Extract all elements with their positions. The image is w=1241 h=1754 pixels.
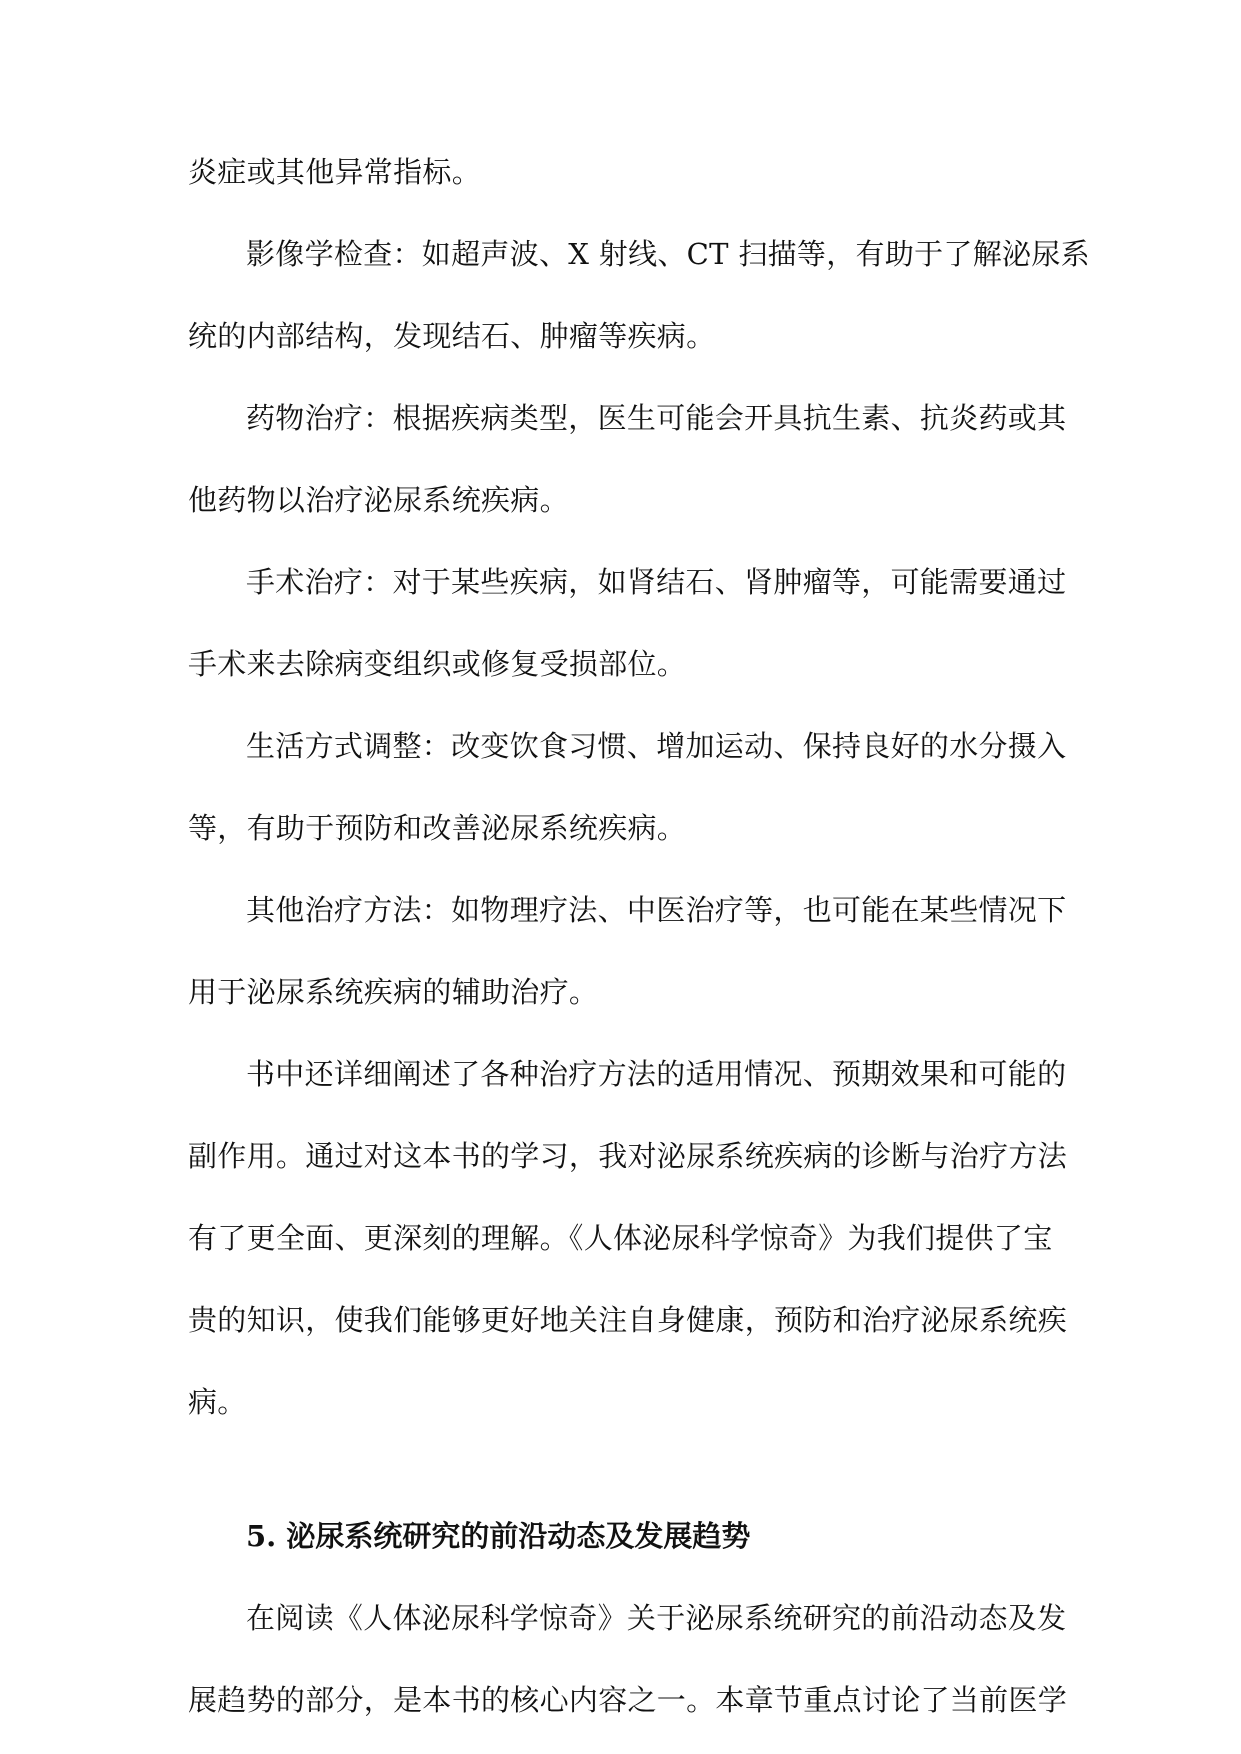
paragraph-line: 炎症或其他异常指标。 xyxy=(188,155,482,189)
section-spacer xyxy=(188,1452,1058,1504)
paragraph-line: 在阅读《人体泌尿科学惊奇》关于泌尿系统研究的前沿动态及发 xyxy=(246,1601,1067,1635)
paragraph-line: 手术治疗：对于某些疾病，如肾结石、肾肿瘤等，可能需要通过 xyxy=(246,565,1067,599)
paragraph-line: 他药物以治疗泌尿系统疾病。 xyxy=(188,483,569,517)
paragraph-line: 有了更全面、更深刻的理解。《人体泌尿科学惊奇》为我们提供了宝 xyxy=(188,1221,1053,1255)
paragraph-line: 等，有助于预防和改善泌尿系统疾病。 xyxy=(188,811,687,845)
paragraph-line: 手术来去除病变组织或修复受损部位。 xyxy=(188,647,687,681)
paragraph-line: 生活方式调整：改变饮食习惯、增加运动、保持良好的水分摄入 xyxy=(246,729,1067,763)
paragraph-line: 影像学检查：如超声波、X 射线、CT 扫描等，有助于了解泌尿系 xyxy=(246,237,1090,271)
paragraph-line: 副作用。通过对这本书的学习，我对泌尿系统疾病的诊断与治疗方法 xyxy=(188,1139,1068,1173)
paragraph-line: 贵的知识，使我们能够更好地关注自身健康，预防和治疗泌尿系统疾 xyxy=(188,1303,1068,1337)
paragraph-line: 其他治疗方法：如物理疗法、中医治疗等，也可能在某些情况下 xyxy=(246,893,1067,927)
paragraph-line: 书中还详细阐述了各种治疗方法的适用情况、预期效果和可能的 xyxy=(246,1057,1067,1091)
paragraph-line: 病。 xyxy=(188,1385,247,1419)
section-heading: 5. 泌尿系统研究的前沿动态及发展趋势 xyxy=(246,1519,751,1553)
paragraph-line: 药物治疗：根据疾病类型，医生可能会开具抗生素、抗炎药或其 xyxy=(246,401,1067,435)
paragraph-line: 展趋势的部分，是本书的核心内容之一。本章节重点讨论了当前医学 xyxy=(188,1683,1068,1717)
paragraph-line: 统的内部结构，发现结石、肿瘤等疾病。 xyxy=(188,319,716,353)
document-body xyxy=(188,140,1090,1750)
paragraph-line: 用于泌尿系统疾病的辅助治疗。 xyxy=(188,975,599,1009)
